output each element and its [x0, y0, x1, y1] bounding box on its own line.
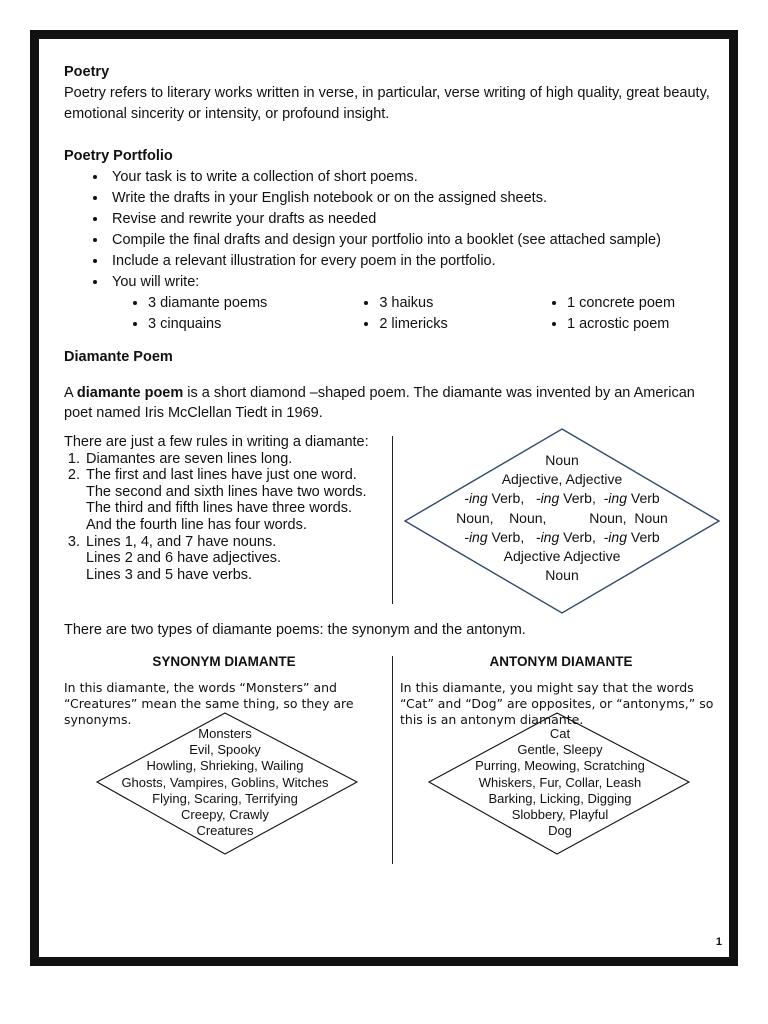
list-item: • 1 acrostic poem	[567, 314, 724, 335]
list-item: • 3 haikus	[379, 293, 545, 314]
list-item: • Your task is to write a collection of short poems.	[108, 167, 724, 188]
list-item: • You will write:	[108, 272, 724, 293]
diamante-intro: A diamante poem is a short diamond –shaped poem. The diamante was invented by an American poet named Iris McClellan Tiedt in 1969.	[64, 385, 695, 421]
antonym-intro: In this diamante, you might say that the words “Cat” and “Dog” are opposites, or “antonyms,” so this is an antonym diamante.	[400, 680, 714, 727]
antonym-title: ANTONYM DIAMANTE	[489, 654, 633, 669]
synonym-poem: Monsters Evil, Spooky Howling, Shrieking, Wailing Ghosts, Vampires, Goblins, Witches Flying, Scaring, Terrifying Creepy, Crawly Creatures	[121, 726, 329, 839]
poetry-heading: Poetry	[64, 64, 110, 80]
rules-list	[64, 451, 384, 584]
list-item: • 2 limericks	[379, 314, 545, 335]
types-text: There are two types of diamante poems: the synonym and the antonym.	[64, 622, 526, 638]
list-item: 2. The first and last lines have just one word. The second and sixth lines have two words. The third and fifth lines have three words. And the fourth line has four words.	[84, 467, 384, 533]
page-number: 1	[715, 936, 722, 948]
list-item: • 1 concrete poem	[567, 293, 724, 314]
divider	[392, 656, 393, 864]
divider	[392, 436, 393, 604]
list-item: • Include a relevant illustration for every poem in the portfolio.	[108, 251, 724, 272]
synonym-intro: In this diamante, the words “Monsters” and “Creatures” mean the same thing, so they are synonyms.	[64, 680, 354, 727]
portfolio-heading: Poetry Portfolio	[64, 148, 173, 164]
write-list	[126, 293, 724, 335]
diamond-template-text: Noun Adjective, Adjective -ing Verb, -ing Verb, -ing Verb Noun, Noun, Noun, Noun -ing Verb, -ing Verb, -ing Verb Adjective Adjective Noun	[456, 452, 668, 584]
list-item: • Compile the final drafts and design your portfolio into a booklet (see attached sample)	[108, 230, 724, 251]
intro-section	[64, 62, 724, 335]
list-item: • Write the drafts in your English notebook or on the assigned sheets.	[108, 188, 724, 209]
portfolio-bullets	[64, 167, 724, 293]
poetry-definition: Poetry refers to literary works written in verse, in particular, verse writing of high quality, great beauty, emotional sincerity or intensity, or profound insight.	[64, 85, 710, 122]
rules-section	[64, 434, 384, 583]
antonym-poem: Cat Gentle, Sleepy Purring, Meowing, Scratching Whiskers, Fur, Collar, Leash Barking, Licking, Digging Slobbery, Playful Dog	[475, 726, 645, 839]
list-item: 3. Lines 1, 4, and 7 have nouns. Lines 2 and 6 have adjectives. Lines 3 and 5 have verbs.	[84, 534, 384, 584]
list-item: • 3 diamante poems	[148, 293, 357, 314]
list-item: • Revise and rewrite your drafts as needed	[108, 209, 724, 230]
list-item: 1. Diamantes are seven lines long.	[84, 451, 384, 468]
diamante-heading: Diamante Poem	[64, 349, 173, 365]
list-item: • 3 cinquains	[148, 314, 357, 335]
rules-intro: There are just a few rules in writing a diamante:	[64, 434, 369, 450]
synonym-title: SYNONYM DIAMANTE	[152, 654, 296, 669]
